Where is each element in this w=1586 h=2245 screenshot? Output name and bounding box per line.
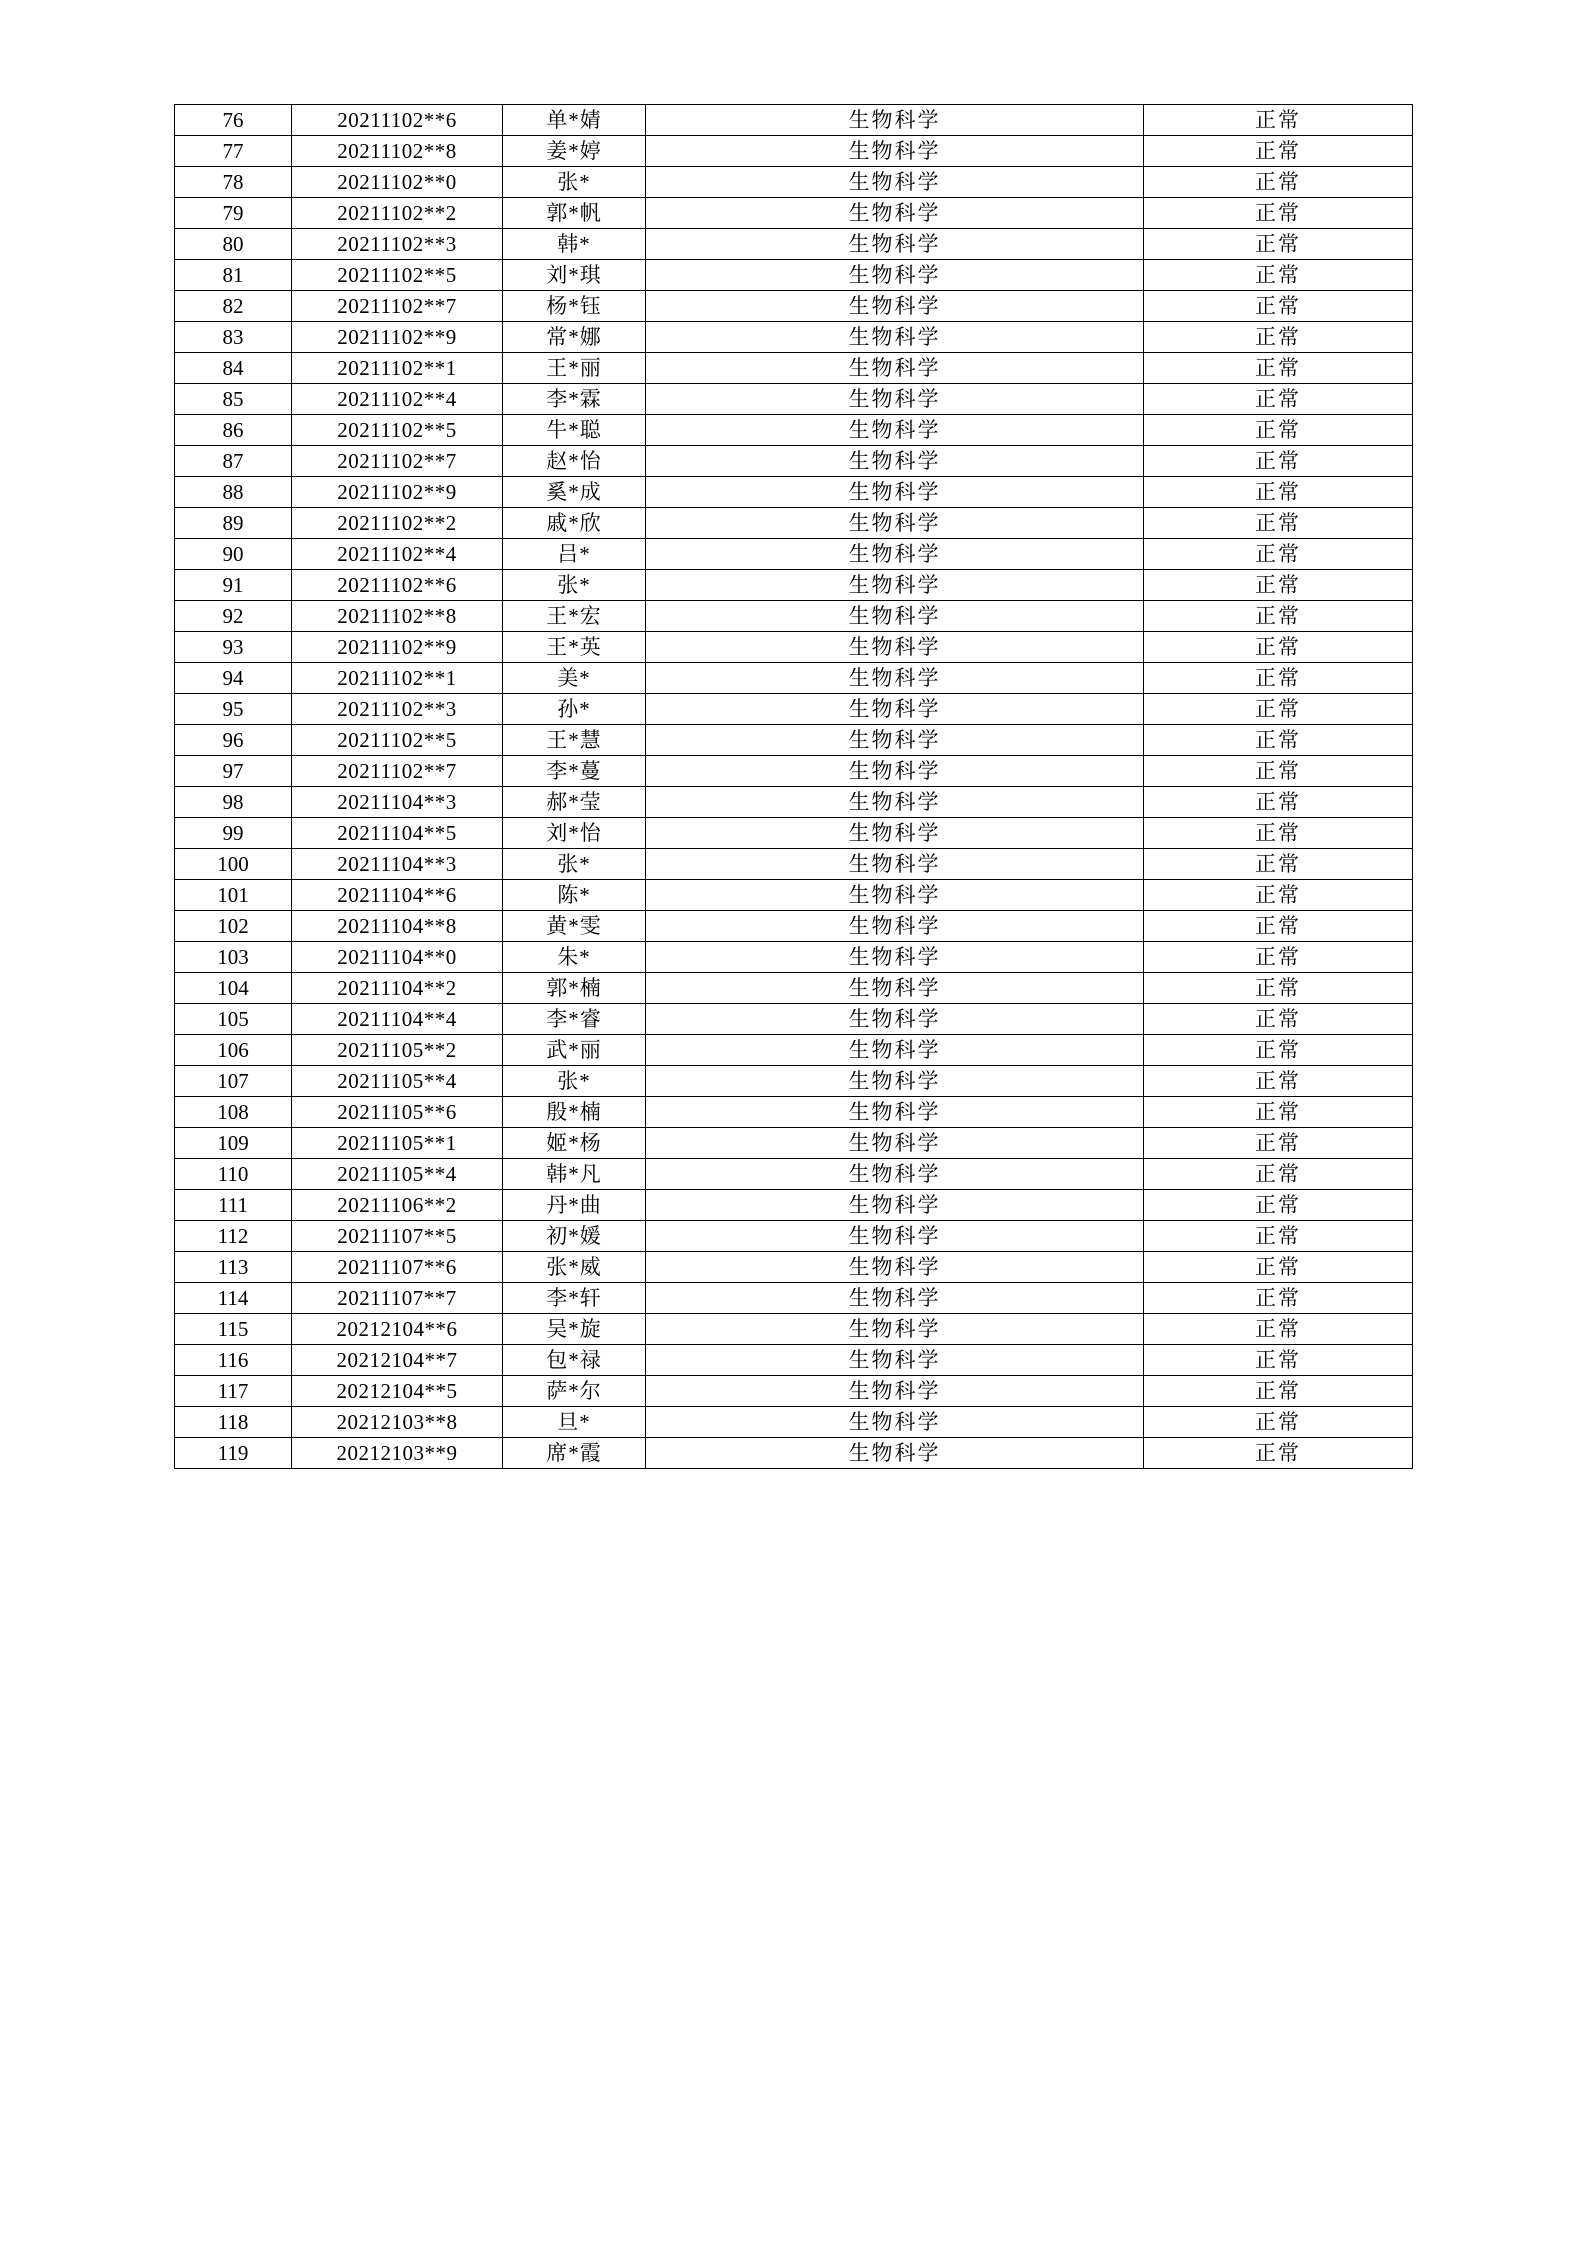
cell-major: 生物科学 (646, 1128, 1144, 1159)
cell-index: 89 (175, 508, 292, 539)
cell-status: 正常 (1144, 167, 1413, 198)
cell-student-id: 20211104**8 (292, 911, 503, 942)
cell-major: 生物科学 (646, 694, 1144, 725)
cell-student-id: 20211102**3 (292, 229, 503, 260)
cell-status: 正常 (1144, 818, 1413, 849)
table-row (175, 1376, 1413, 1407)
cell-student-id: 20211102**2 (292, 198, 503, 229)
cell-major: 生物科学 (646, 260, 1144, 291)
table-row (175, 1190, 1413, 1221)
cell-major: 生物科学 (646, 570, 1144, 601)
cell-index: 87 (175, 446, 292, 477)
cell-student-id: 20212103**8 (292, 1407, 503, 1438)
cell-name: 刘*琪 (503, 260, 646, 291)
table-row (175, 446, 1413, 477)
table-row (175, 384, 1413, 415)
cell-index: 88 (175, 477, 292, 508)
cell-index: 101 (175, 880, 292, 911)
cell-index: 99 (175, 818, 292, 849)
cell-major: 生物科学 (646, 632, 1144, 663)
cell-student-id: 20211102**6 (292, 105, 503, 136)
cell-status: 正常 (1144, 1190, 1413, 1221)
cell-student-id: 20211102**8 (292, 601, 503, 632)
cell-status: 正常 (1144, 1004, 1413, 1035)
cell-major: 生物科学 (646, 415, 1144, 446)
cell-major: 生物科学 (646, 291, 1144, 322)
cell-name: 姬*杨 (503, 1128, 646, 1159)
cell-student-id: 20211105**4 (292, 1066, 503, 1097)
cell-status: 正常 (1144, 663, 1413, 694)
cell-name: 单*婧 (503, 105, 646, 136)
cell-status: 正常 (1144, 1128, 1413, 1159)
cell-student-id: 20211107**5 (292, 1221, 503, 1252)
cell-major: 生物科学 (646, 1252, 1144, 1283)
cell-index: 104 (175, 973, 292, 1004)
cell-name: 王*慧 (503, 725, 646, 756)
cell-major: 生物科学 (646, 818, 1144, 849)
cell-student-id: 20211104**4 (292, 1004, 503, 1035)
cell-name: 孙* (503, 694, 646, 725)
table-row (175, 942, 1413, 973)
cell-student-id: 20211105**1 (292, 1128, 503, 1159)
cell-major: 生物科学 (646, 725, 1144, 756)
cell-index: 93 (175, 632, 292, 663)
cell-student-id: 20211102**2 (292, 508, 503, 539)
cell-student-id: 20211107**7 (292, 1283, 503, 1314)
cell-name: 张* (503, 167, 646, 198)
table-row (175, 1345, 1413, 1376)
cell-major: 生物科学 (646, 1066, 1144, 1097)
cell-student-id: 20211102**9 (292, 632, 503, 663)
cell-student-id: 20211104**6 (292, 880, 503, 911)
cell-major: 生物科学 (646, 229, 1144, 260)
cell-name: 郭*楠 (503, 973, 646, 1004)
cell-major: 生物科学 (646, 942, 1144, 973)
cell-index: 79 (175, 198, 292, 229)
cell-major: 生物科学 (646, 1097, 1144, 1128)
cell-index: 109 (175, 1128, 292, 1159)
cell-status: 正常 (1144, 1283, 1413, 1314)
cell-index: 77 (175, 136, 292, 167)
cell-status: 正常 (1144, 508, 1413, 539)
cell-index: 96 (175, 725, 292, 756)
cell-status: 正常 (1144, 601, 1413, 632)
cell-name: 王*丽 (503, 353, 646, 384)
table-row (175, 632, 1413, 663)
table-row (175, 663, 1413, 694)
table-row (175, 973, 1413, 1004)
cell-name: 陈* (503, 880, 646, 911)
cell-student-id: 20211102**4 (292, 539, 503, 570)
cell-name: 包*禄 (503, 1345, 646, 1376)
table-row (175, 1066, 1413, 1097)
cell-name: 初*媛 (503, 1221, 646, 1252)
cell-status: 正常 (1144, 446, 1413, 477)
cell-index: 91 (175, 570, 292, 601)
cell-status: 正常 (1144, 942, 1413, 973)
cell-status: 正常 (1144, 477, 1413, 508)
cell-student-id: 20211102**7 (292, 756, 503, 787)
cell-major: 生物科学 (646, 167, 1144, 198)
cell-name: 郭*帆 (503, 198, 646, 229)
table-row (175, 1252, 1413, 1283)
table-row (175, 570, 1413, 601)
cell-major: 生物科学 (646, 1283, 1144, 1314)
cell-status: 正常 (1144, 1159, 1413, 1190)
cell-student-id: 20211105**2 (292, 1035, 503, 1066)
cell-student-id: 20211104**2 (292, 973, 503, 1004)
cell-status: 正常 (1144, 1035, 1413, 1066)
cell-major: 生物科学 (646, 384, 1144, 415)
cell-status: 正常 (1144, 880, 1413, 911)
cell-major: 生物科学 (646, 136, 1144, 167)
cell-major: 生物科学 (646, 105, 1144, 136)
table-row (175, 229, 1413, 260)
table-row (175, 694, 1413, 725)
cell-index: 81 (175, 260, 292, 291)
cell-index: 82 (175, 291, 292, 322)
cell-name: 姜*婷 (503, 136, 646, 167)
cell-student-id: 20211107**6 (292, 1252, 503, 1283)
cell-index: 86 (175, 415, 292, 446)
roster-table-container (174, 104, 1412, 1469)
table-row (175, 1438, 1413, 1469)
cell-name: 张* (503, 570, 646, 601)
cell-status: 正常 (1144, 787, 1413, 818)
table-row (175, 260, 1413, 291)
cell-status: 正常 (1144, 1438, 1413, 1469)
cell-student-id: 20211104**3 (292, 787, 503, 818)
cell-name: 吴*旋 (503, 1314, 646, 1345)
cell-name: 王*英 (503, 632, 646, 663)
cell-status: 正常 (1144, 632, 1413, 663)
cell-status: 正常 (1144, 1314, 1413, 1345)
cell-name: 丹*曲 (503, 1190, 646, 1221)
table-row (175, 911, 1413, 942)
cell-name: 朱* (503, 942, 646, 973)
cell-name: 韩*凡 (503, 1159, 646, 1190)
cell-major: 生物科学 (646, 787, 1144, 818)
cell-major: 生物科学 (646, 880, 1144, 911)
cell-major: 生物科学 (646, 1159, 1144, 1190)
cell-student-id: 20211102**0 (292, 167, 503, 198)
cell-student-id: 20211102**7 (292, 446, 503, 477)
cell-major: 生物科学 (646, 1035, 1144, 1066)
cell-index: 108 (175, 1097, 292, 1128)
cell-status: 正常 (1144, 973, 1413, 1004)
cell-status: 正常 (1144, 322, 1413, 353)
cell-student-id: 20211106**2 (292, 1190, 503, 1221)
cell-status: 正常 (1144, 725, 1413, 756)
cell-status: 正常 (1144, 539, 1413, 570)
table-row (175, 1283, 1413, 1314)
table-row (175, 508, 1413, 539)
cell-index: 116 (175, 1345, 292, 1376)
table-row (175, 353, 1413, 384)
table-row (175, 787, 1413, 818)
cell-name: 韩* (503, 229, 646, 260)
cell-name: 美* (503, 663, 646, 694)
cell-name: 席*霞 (503, 1438, 646, 1469)
cell-name: 吕* (503, 539, 646, 570)
cell-name: 刘*怡 (503, 818, 646, 849)
table-row (175, 1097, 1413, 1128)
cell-status: 正常 (1144, 849, 1413, 880)
cell-student-id: 20212104**6 (292, 1314, 503, 1345)
cell-name: 常*娜 (503, 322, 646, 353)
cell-status: 正常 (1144, 756, 1413, 787)
cell-index: 94 (175, 663, 292, 694)
cell-status: 正常 (1144, 1221, 1413, 1252)
cell-name: 李*轩 (503, 1283, 646, 1314)
table-row (175, 1159, 1413, 1190)
cell-major: 生物科学 (646, 1438, 1144, 1469)
table-row (175, 1221, 1413, 1252)
cell-major: 生物科学 (646, 446, 1144, 477)
cell-major: 生物科学 (646, 539, 1144, 570)
cell-status: 正常 (1144, 260, 1413, 291)
cell-major: 生物科学 (646, 1221, 1144, 1252)
cell-index: 115 (175, 1314, 292, 1345)
cell-student-id: 20211105**4 (292, 1159, 503, 1190)
table-row (175, 725, 1413, 756)
cell-student-id: 20212103**9 (292, 1438, 503, 1469)
table-row (175, 477, 1413, 508)
cell-major: 生物科学 (646, 198, 1144, 229)
table-row (175, 136, 1413, 167)
cell-student-id: 20211102**5 (292, 725, 503, 756)
cell-index: 106 (175, 1035, 292, 1066)
table-row (175, 415, 1413, 446)
cell-index: 84 (175, 353, 292, 384)
table-row (175, 818, 1413, 849)
table-row (175, 198, 1413, 229)
cell-name: 奚*成 (503, 477, 646, 508)
cell-student-id: 20211102**5 (292, 260, 503, 291)
cell-major: 生物科学 (646, 756, 1144, 787)
cell-index: 113 (175, 1252, 292, 1283)
cell-status: 正常 (1144, 291, 1413, 322)
cell-major: 生物科学 (646, 1190, 1144, 1221)
cell-name: 李*蔓 (503, 756, 646, 787)
cell-status: 正常 (1144, 1097, 1413, 1128)
cell-name: 王*宏 (503, 601, 646, 632)
cell-major: 生物科学 (646, 663, 1144, 694)
table-row (175, 1035, 1413, 1066)
cell-status: 正常 (1144, 1407, 1413, 1438)
table-row (175, 1004, 1413, 1035)
cell-name: 张* (503, 1066, 646, 1097)
cell-student-id: 20211102**9 (292, 322, 503, 353)
cell-status: 正常 (1144, 1376, 1413, 1407)
table-row (175, 880, 1413, 911)
cell-name: 张*威 (503, 1252, 646, 1283)
cell-status: 正常 (1144, 1066, 1413, 1097)
cell-name: 李*睿 (503, 1004, 646, 1035)
cell-name: 杨*钰 (503, 291, 646, 322)
cell-major: 生物科学 (646, 322, 1144, 353)
cell-status: 正常 (1144, 570, 1413, 601)
cell-index: 76 (175, 105, 292, 136)
cell-student-id: 20211102**6 (292, 570, 503, 601)
cell-student-id: 20211102**9 (292, 477, 503, 508)
cell-major: 生物科学 (646, 477, 1144, 508)
table-row (175, 291, 1413, 322)
cell-student-id: 20211102**4 (292, 384, 503, 415)
cell-major: 生物科学 (646, 1345, 1144, 1376)
cell-status: 正常 (1144, 229, 1413, 260)
cell-name: 黄*雯 (503, 911, 646, 942)
cell-student-id: 20211102**3 (292, 694, 503, 725)
cell-student-id: 20211105**6 (292, 1097, 503, 1128)
cell-student-id: 20211102**8 (292, 136, 503, 167)
cell-major: 生物科学 (646, 1376, 1144, 1407)
cell-status: 正常 (1144, 1345, 1413, 1376)
cell-major: 生物科学 (646, 1004, 1144, 1035)
cell-status: 正常 (1144, 105, 1413, 136)
table-row (175, 601, 1413, 632)
table-row (175, 1128, 1413, 1159)
cell-major: 生物科学 (646, 911, 1144, 942)
cell-major: 生物科学 (646, 508, 1144, 539)
table-row (175, 105, 1413, 136)
cell-index: 110 (175, 1159, 292, 1190)
cell-index: 100 (175, 849, 292, 880)
cell-index: 83 (175, 322, 292, 353)
table-row (175, 1314, 1413, 1345)
table-row (175, 167, 1413, 198)
cell-name: 萨*尔 (503, 1376, 646, 1407)
cell-index: 92 (175, 601, 292, 632)
table-row (175, 1407, 1413, 1438)
cell-major: 生物科学 (646, 601, 1144, 632)
cell-index: 111 (175, 1190, 292, 1221)
cell-status: 正常 (1144, 911, 1413, 942)
cell-student-id: 20211102**7 (292, 291, 503, 322)
cell-student-id: 20211104**3 (292, 849, 503, 880)
cell-name: 牛*聪 (503, 415, 646, 446)
cell-student-id: 20211102**1 (292, 353, 503, 384)
cell-student-id: 20212104**5 (292, 1376, 503, 1407)
cell-index: 103 (175, 942, 292, 973)
cell-major: 生物科学 (646, 973, 1144, 1004)
roster-table-body (175, 105, 1413, 1469)
cell-student-id: 20211102**1 (292, 663, 503, 694)
table-row (175, 756, 1413, 787)
cell-name: 戚*欣 (503, 508, 646, 539)
cell-index: 78 (175, 167, 292, 198)
cell-major: 生物科学 (646, 849, 1144, 880)
cell-index: 112 (175, 1221, 292, 1252)
cell-major: 生物科学 (646, 1407, 1144, 1438)
cell-index: 97 (175, 756, 292, 787)
cell-name: 殷*楠 (503, 1097, 646, 1128)
roster-table (174, 104, 1413, 1469)
table-row (175, 539, 1413, 570)
cell-status: 正常 (1144, 353, 1413, 384)
cell-student-id: 20212104**7 (292, 1345, 503, 1376)
table-row (175, 849, 1413, 880)
cell-index: 105 (175, 1004, 292, 1035)
cell-student-id: 20211104**5 (292, 818, 503, 849)
cell-index: 102 (175, 911, 292, 942)
cell-index: 107 (175, 1066, 292, 1097)
cell-status: 正常 (1144, 198, 1413, 229)
cell-name: 张* (503, 849, 646, 880)
table-row (175, 322, 1413, 353)
cell-index: 114 (175, 1283, 292, 1314)
cell-status: 正常 (1144, 384, 1413, 415)
cell-name: 郝*莹 (503, 787, 646, 818)
cell-index: 85 (175, 384, 292, 415)
cell-index: 117 (175, 1376, 292, 1407)
cell-index: 98 (175, 787, 292, 818)
cell-index: 90 (175, 539, 292, 570)
cell-status: 正常 (1144, 694, 1413, 725)
cell-index: 119 (175, 1438, 292, 1469)
cell-student-id: 20211104**0 (292, 942, 503, 973)
cell-status: 正常 (1144, 415, 1413, 446)
cell-status: 正常 (1144, 136, 1413, 167)
cell-index: 80 (175, 229, 292, 260)
cell-name: 旦* (503, 1407, 646, 1438)
cell-major: 生物科学 (646, 1314, 1144, 1345)
cell-name: 赵*怡 (503, 446, 646, 477)
cell-major: 生物科学 (646, 353, 1144, 384)
cell-student-id: 20211102**5 (292, 415, 503, 446)
cell-index: 95 (175, 694, 292, 725)
cell-name: 武*丽 (503, 1035, 646, 1066)
cell-name: 李*霖 (503, 384, 646, 415)
cell-status: 正常 (1144, 1252, 1413, 1283)
cell-index: 118 (175, 1407, 292, 1438)
